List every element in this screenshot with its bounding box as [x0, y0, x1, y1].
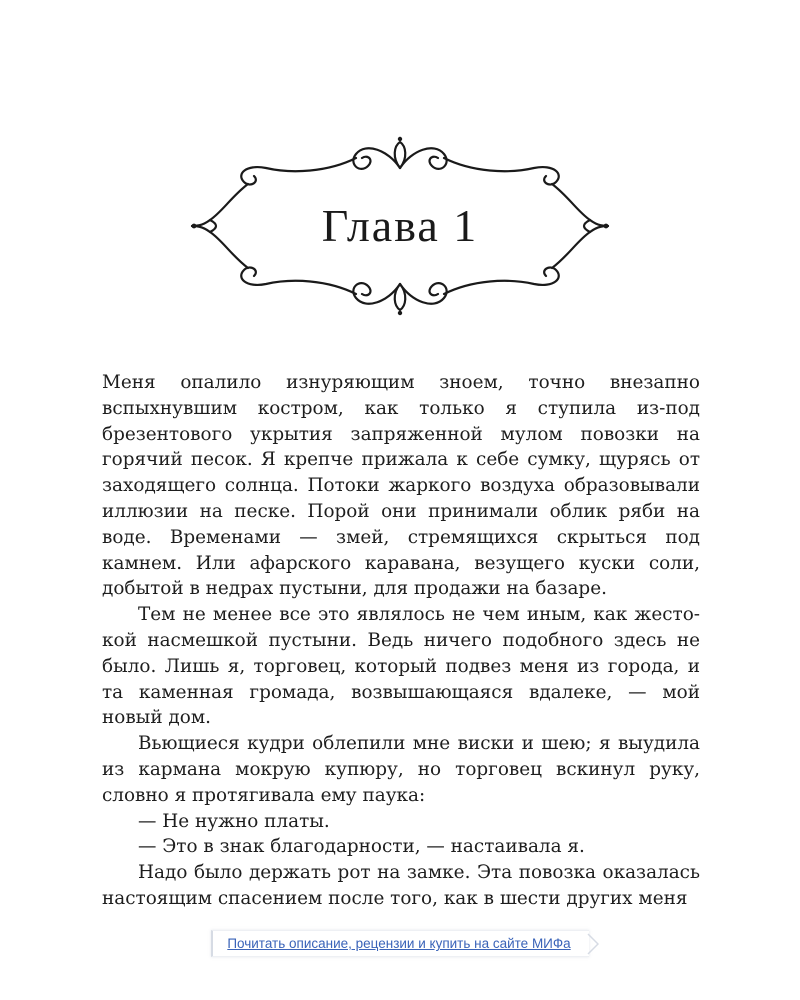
buy-on-mif-link-label: Почитать описание, рецензии и купить на сайте МИФа: [227, 936, 571, 951]
chapter-body: [102, 370, 700, 912]
chapter-title: Глава 1: [321, 200, 479, 251]
dialogue-line: — Это в знак благодарности, — настаивала я.: [138, 836, 585, 858]
buy-on-mif-link[interactable]: [211, 930, 588, 957]
footer-link-container: [0, 930, 800, 957]
dialogue-line: — Не нужно платы.: [138, 810, 330, 832]
chevron-right-icon: [587, 933, 599, 955]
paragraph: Меня опалило изнуряющим зноем, точно внезапно вспыхнувшим костром, как только я ступила из-под брезентового укрытия запряженной мулом повозки на горячий песок. Я крепче прижала к себе сумку, щурясь от заходящего солнца. Потоки жаркого воздуха образовывали иллюзии на песке. Порой они принимали облик ряби на воде. Временами — змей, стремящихся скрыться под камнем. Или афарского каравана, везущего куски соли, добытой в недрах пустыни, для продажи на базаре.: [102, 372, 700, 600]
paragraph: Вьющиеся кудри облепили мне виски и шею; я выудила из кармана мокрую купюру, но торговец вскинул руку, словно я протягивала ему паука:: [102, 733, 700, 806]
paragraph: Тем не менее все это являлось не чем иным, как жестокой насмешкой пустыни. Ведь ничего подобного здесь не было. Лишь я, торговец, который подвез меня из города, и та каменная громада, возвышающаяся вдалеке, — мой новый дом.: [102, 604, 700, 729]
paragraph: Надо было держать рот на замке. Эта повозка оказалась настоящим спасением после того, как в шести других меня: [102, 862, 700, 909]
